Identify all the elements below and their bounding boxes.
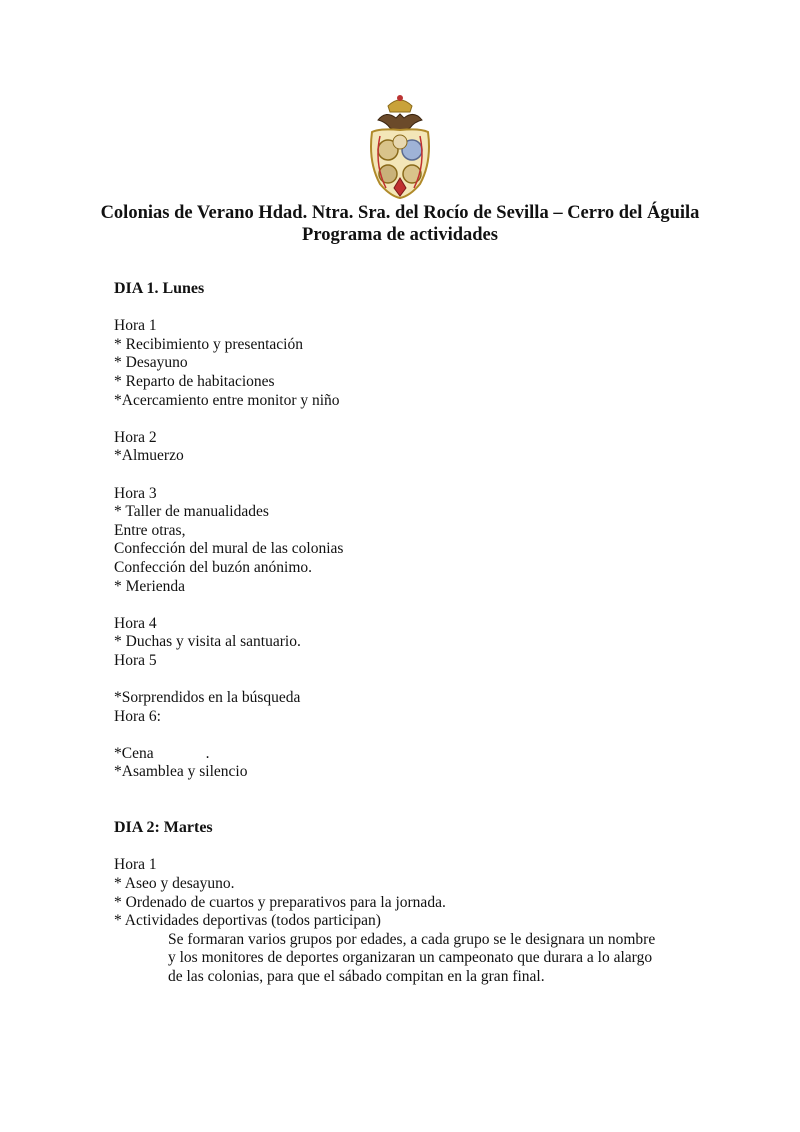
day1-heading: DIA 1. Lunes: [114, 280, 205, 297]
brotherhood-crest-icon: [360, 92, 440, 204]
activity-item: [114, 745, 714, 764]
document-subtitle: Programa de actividades: [302, 225, 498, 245]
activity-item: *Acercamiento entre monitor y niño: [114, 391, 340, 409]
activities-program: [114, 280, 714, 987]
hora-label: Hora 2: [114, 428, 157, 446]
activity-item: * Ordenado de cuartos y preparativos para la jornada.: [114, 893, 446, 911]
description-line: y los monitores de deportes organizaran un campeonato que durara a lo alargo: [168, 949, 653, 967]
activity-item: * Taller de manualidades: [114, 503, 269, 521]
day2-heading: DIA 2: Martes: [114, 819, 213, 837]
cena-dot: .: [205, 744, 210, 762]
activity-item: * Duchas y visita al santuario.: [114, 633, 301, 651]
activity-item: *Sorprendidos en la búsqueda: [114, 689, 301, 707]
hora-label: Hora 1: [114, 856, 157, 874]
activity-item: * Merienda: [114, 577, 186, 595]
activity-item: * Recibimiento y presentación: [114, 335, 303, 353]
hora-label: Hora 4: [114, 614, 157, 632]
hora-label: Hora 1: [114, 317, 157, 335]
hora-label: Hora 6:: [114, 707, 161, 725]
activity-item: *Asamblea y silencio: [114, 763, 248, 781]
cena-text: *Cena: [114, 744, 154, 762]
hora-label: Hora 3: [114, 484, 157, 502]
activity-item: *Almuerzo: [114, 447, 184, 465]
description-line: Se formaran varios grupos por edades, a cada grupo se le designara un nombre: [168, 930, 656, 948]
activity-item: * Actividades deportivas (todos participan): [114, 912, 381, 930]
activity-item: * Reparto de habitaciones: [114, 372, 275, 390]
document-title: Colonias de Verano Hdad. Ntra. Sra. del Rocío de Sevilla – Cerro del Águila: [100, 203, 700, 223]
activity-item: Confección del buzón anónimo.: [114, 558, 313, 576]
activity-item: Confección del mural de las colonias: [114, 540, 344, 558]
activity-item: * Aseo y desayuno.: [114, 875, 235, 892]
activity-item: Entre otras,: [114, 521, 186, 539]
hora-label: Hora 5: [114, 651, 157, 669]
description-line: de las colonias, para que el sábado compitan en la gran final.: [168, 967, 545, 985]
activity-item: * Desayuno: [114, 354, 188, 372]
